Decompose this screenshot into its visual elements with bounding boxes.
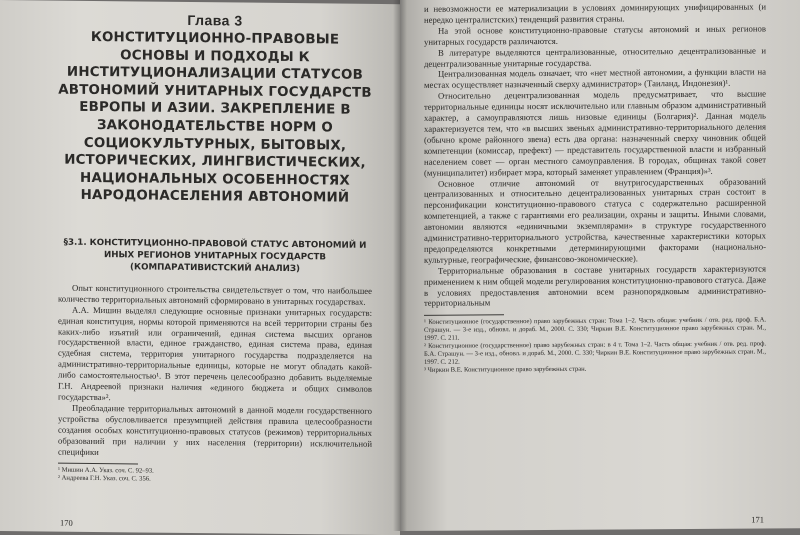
footnote: ³ Чиркин В.Е. Конституционное право зарубежных стран. bbox=[424, 366, 587, 375]
left-paragraph: А.А. Мишин выделял следующие основные признаки унитарных государств: единая конституция, нормы которой применяются на всей территории страны без каких-либо изъятий или ограничений, единая система высших органов государственной власти, единое гражданство, единая система права, единая судебная система, территория унитарного государства подразделяется на административно-территориальные единицы, которые не могут обладать какой-либо самостоятельностью¹. В этот перечень целесообразно добавить выделяемые Г.Н. Андреевой признаки наличия «единого бюджета и общих символов государства»². bbox=[58, 304, 372, 403]
footnote: ² Конституционное (государственное) право зарубежных стран: в 4 т. Тома 1–2. Часть общая: учебник / отв. ред. проф. Б.А. Страшун. — 3-е изд., обновл. и дораб. М., 2000. С. 330; Чиркин В.Е. Конституционное право зарубежных стран. М., 1997. С. 212. bbox=[424, 340, 766, 367]
footnote-divider bbox=[58, 463, 138, 465]
left-paragraph: Преобладание территориальных автономий в данной модели государственного устройства обусловливается презумпцией действия правила целесообразности создания особых конституционно-правовых статусов (режимов) территориальных образований при наличии у них населения (территории) исключительной специфики bbox=[58, 402, 372, 457]
page-number: 170 bbox=[60, 517, 73, 528]
right-paragraph: Относительно децентрализованная модель предусматривает, что высшие территориальные единицы носят исключительно или главным образом административный характер, а самоуправляются лишь низовые единицы (Болгария)². Данная модель характеризуется тем, что «в высших звеньях административно-территориального деления (обычно кроме районного звена) есть два органа: назначенный сверху чиновник общей компетенции (комиссар, префект) — представитель государственной власти и избранный населением совет — орган местного самоуправления. В городах, общинах такой совет (муниципалитет) избирает мэра, который заменяет управлением (Франция)»³. bbox=[424, 88, 766, 178]
right-paragraph: Основное отличие автономий от внутригосударственных образований централизованных и относительно децентрализованных унитарных стран состоит в персонификации конституционно-правового статуса с содержательно расширенной компетенцией, а также с гарантиями его реализации, охраны и защиты. Иными словами, автономии являются «единичными экземплярами» в структуре государственного административно-территориального устройства, качественные характеристики которых предопределяются конкретными детерминирующими факторами (национально-культурные, географические, финансово-экономические). bbox=[424, 175, 766, 265]
footnote-divider bbox=[424, 315, 504, 317]
page-number: 171 bbox=[751, 514, 764, 525]
right-paragraph: Территориальные образования в составе унитарных государств характеризуются применением к ним общей модели регулирования конституционно-правового статуса. Даже в условиях предоставления автономии всем разнопорядковым административно-территориальным bbox=[424, 263, 766, 309]
right-paragraph: В литературе выделяются централизованные, относительно децентрализованные и децентрализованные унитарные государства. bbox=[424, 45, 766, 69]
section-heading: §3.1. КОНСТИТУЦИОННО-ПРАВОВОЙ СТАТУС АВТОНОМИЙ И ИНЫХ РЕГИОНОВ УНИТАРНЫХ ГОСУДАРСТВ (КОМПАРАТИВИСТСКИЙ АНАЛИЗ) bbox=[63, 237, 367, 275]
left-paragraph: Опыт конституционного строительства свидетельствует о том, что наибольшее количество территориальных автономий сформировано в унитарных государствах. bbox=[58, 282, 372, 307]
book-gutter bbox=[393, 0, 407, 531]
right-paragraph: и невозможности ее материализации в условиях доминирующих унифицированных (и нередко централистских) тенденций развития страны. bbox=[424, 1, 766, 25]
footnote: ¹ Мишин А.А. Указ. соч. С. 92–93. bbox=[58, 467, 154, 476]
right-paragraph: Централизованная модель означает, что «нет местной автономии, а функции власти на местах осуществляет назначенный сверху администратор» (Таиланд, Индонезия)¹. bbox=[424, 66, 766, 91]
chapter-title: КОНСТИТУЦИОННО-ПРАВОВЫЕ ОСНОВЫ И ПОДХОДЫ К ИНСТИТУЦИОНАЛИЗАЦИИ СТАТУСОВ АВТОНОМИЙ УНИТАРНЫХ ГОСУДАРСТВ ЕВРОПЫ И АЗИИ. ЗАКРЕПЛЕНИЕ В ЗАКОНОДАТЕЛЬСТВЕ НОРМ О СОЦИОКУЛЬТУРНЫХ, БЫТОВЫХ, ИСТОРИЧЕСКИХ, ЛИНГВИСТИЧЕСКИХ, НАЦИОНАЛЬНЫХ ОСОБЕННОСТЯХ НАРОДОНАСЕЛЕНИЯ АВТОНОМИЙ bbox=[58, 29, 372, 207]
chapter-label: Глава 3 bbox=[187, 11, 243, 29]
right-page bbox=[400, 0, 800, 531]
footnote: ¹ Конституционное (государственное) право зарубежных стран: Тома 1–2. Часть общая: учебник / отв. ред. проф. Б.А. Страшун. — 3-е изд., обновл. и дораб. М., 2000. С. 330; Чиркин В.Е. Конституционное право зарубежных стран. М., 1997. С. 211. bbox=[424, 316, 766, 343]
right-paragraph: На этой основе конституционно-правовые статусы автономий и иных регионов унитарных государств различаются. bbox=[424, 23, 766, 47]
footnote: ² Андреева Г.Н. Указ. соч. С. 356. bbox=[58, 475, 151, 484]
